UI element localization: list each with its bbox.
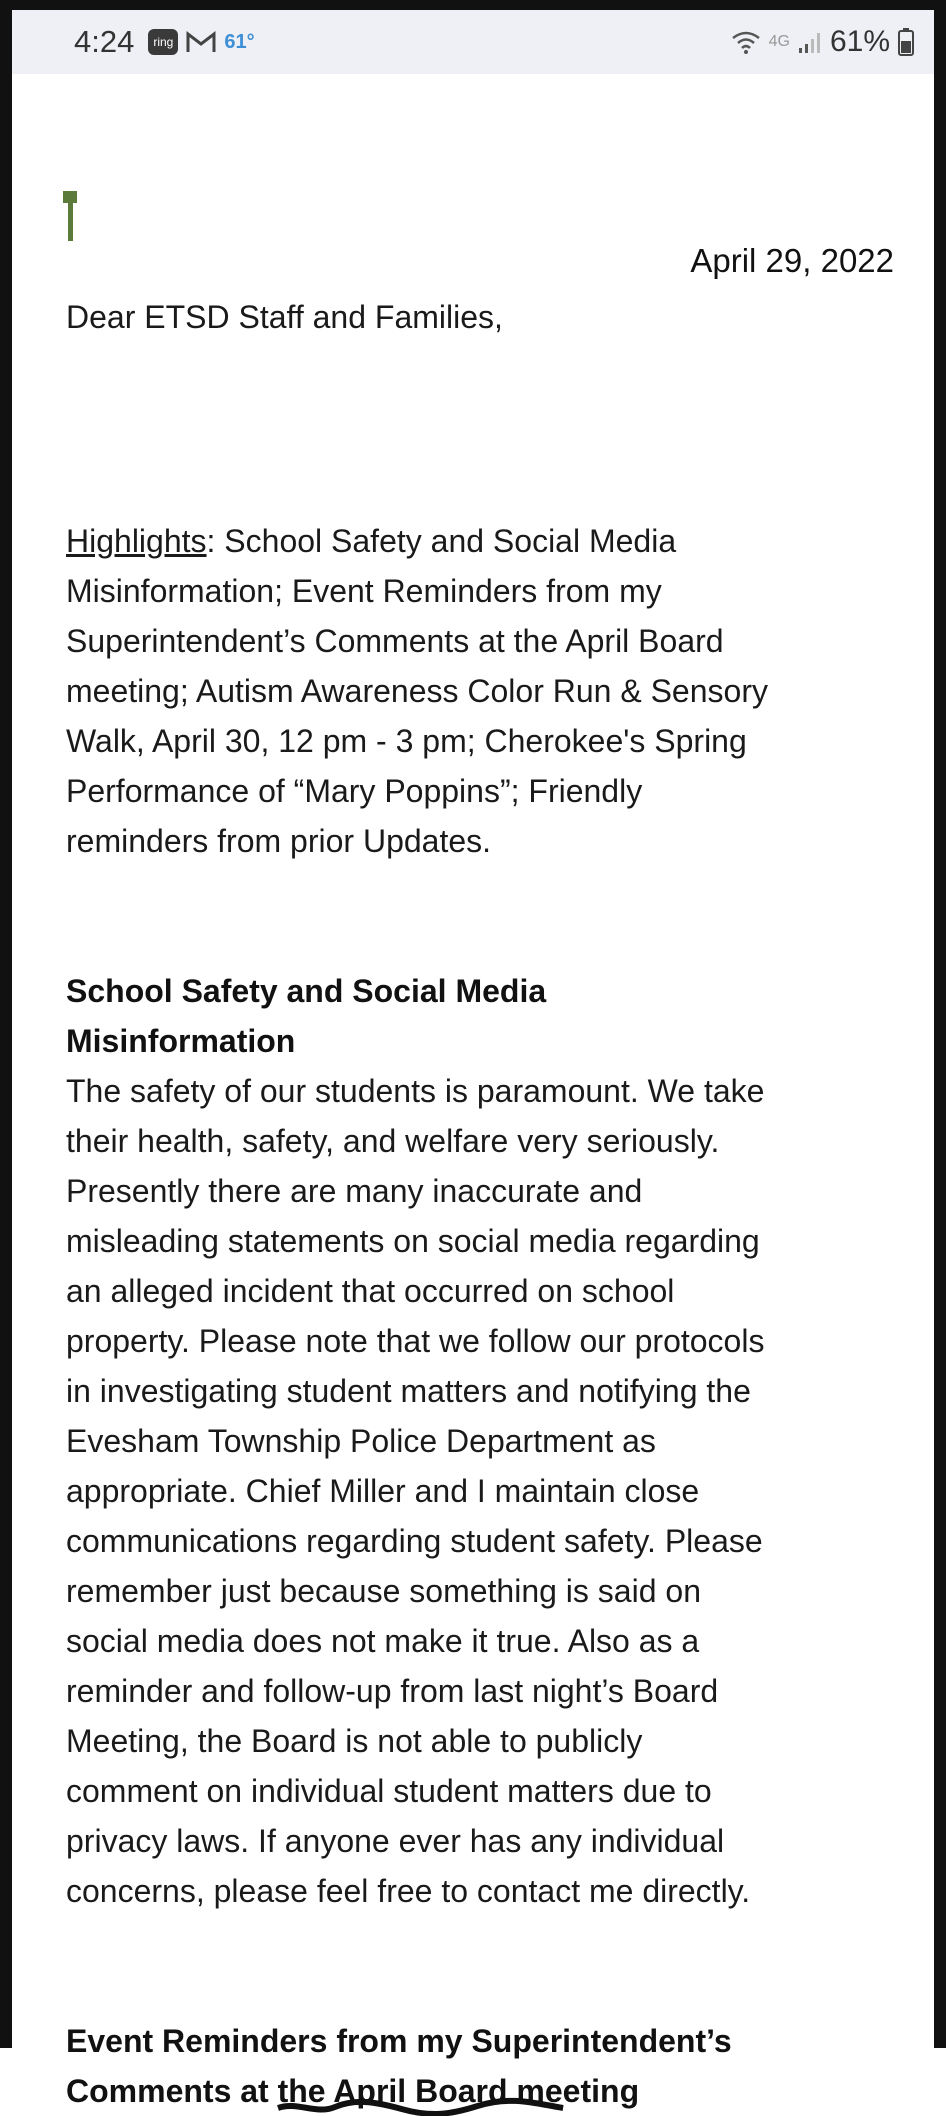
highlights-text: : School Safety and Social Media Misinformation; Event Reminders from my Superintendent’s Comments at the April Board meeting; Autism Awareness Color Run & Sensory Walk, April 30, 12 pm - 3 pm; Cherokee's Spring Performance of “Mary Poppins”; Friendly reminders from prior Updates. [66, 523, 768, 859]
letter-page [12, 74, 934, 2109]
events-section-heading [66, 2016, 906, 2116]
battery-percent: 61% [829, 25, 890, 58]
highlights-label: Highlights [66, 523, 207, 559]
wifi-icon [731, 29, 761, 55]
safety-section-heading: School Safety and Social Media Misinformation [66, 973, 547, 1059]
screen-frame-top [0, 0, 946, 10]
screen-frame-left [0, 0, 12, 2048]
events-heading-line2-end: eting [562, 2073, 640, 2109]
safety-section-body: The safety of our students is paramount. We take their health, safety, and welfare very seriously. Presently there are many inaccurate and misleading statements on social media regarding an alleged incident that occurred on school property. Please note that we follow our protocols in investigating student matters and notifying the Evesham Township Police Department as appropriate. Chief Miller and I maintain close communications regarding student safety. Please remember just because something is said on social media does not make it true. Also as a reminder and follow-up from last night’s Board Meeting, the Board is not able to publicly comment on individual student matters due to privacy laws. If anyone ever has any individual concerns, please feel free to contact me directly. [66, 1073, 765, 1909]
status-bar [12, 10, 934, 74]
events-heading-line2-start: Comments at [66, 2073, 278, 2109]
highlights-paragraph [66, 516, 906, 866]
redacted-text-content: the April Board me [277, 2073, 563, 2109]
status-bar-left [74, 24, 255, 60]
signal-icon [798, 30, 822, 54]
events-heading-line1: Event Reminders from my Superintendent’s [66, 2023, 732, 2059]
ring-app-icon: ring [148, 29, 178, 55]
network-type-label: 4G [768, 33, 790, 50]
redacted-text [278, 2073, 563, 2109]
gmail-icon [186, 30, 216, 54]
clock: 4:24 [74, 24, 135, 59]
battery-icon [898, 28, 914, 56]
letter-date: April 29, 2022 [690, 242, 894, 279]
district-logo-icon [63, 191, 81, 241]
greeting: Dear ETSD Staff and Families, [66, 299, 503, 335]
weather-temperature: 61° [224, 30, 255, 53]
screen-frame-right [934, 0, 946, 2048]
status-bar-right [731, 25, 914, 59]
redaction-scribble-icon [278, 2101, 563, 2115]
